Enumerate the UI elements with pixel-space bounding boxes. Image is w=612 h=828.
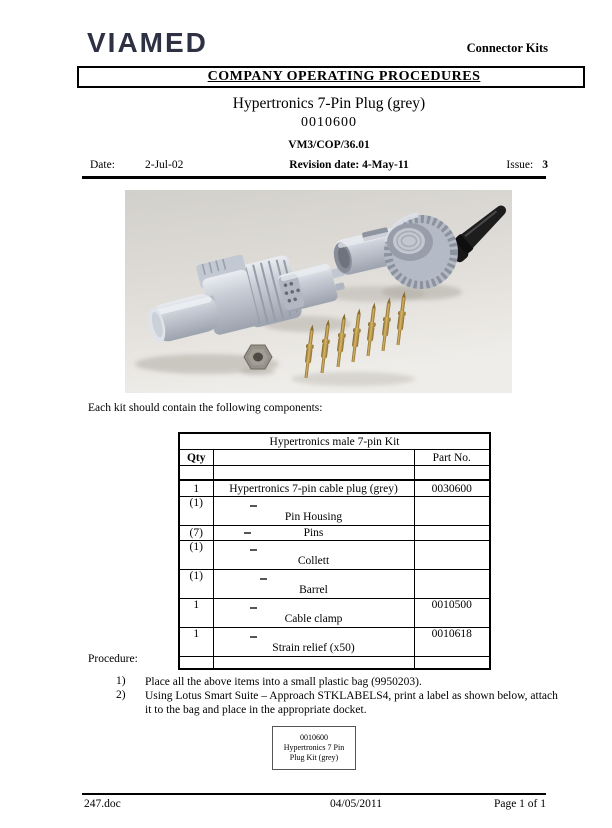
step-text: Using Lotus Smart Suite – Approach STKLABELS4, print a label as shown below, attach it to the bag and place in the appropriate docket. — [145, 690, 558, 716]
photo-cable-clamp — [384, 215, 458, 289]
item-name: Pins — [303, 527, 324, 539]
intro-text: Each kit should contain the following components: — [88, 402, 323, 414]
item-bullet-dash — [250, 607, 257, 609]
table-header-row — [179, 450, 490, 466]
item-name: Barrel — [299, 584, 328, 596]
product-title: Hypertronics 7-Pin Plug (grey) — [232, 95, 426, 112]
item-bullet-dash — [250, 505, 257, 507]
item-bullet-dash — [250, 549, 257, 551]
kit-photo — [125, 190, 512, 393]
table-row — [179, 657, 490, 670]
table-title-row — [179, 433, 490, 450]
table-row — [179, 466, 490, 481]
header-divider — [82, 176, 546, 179]
table-row: (1) Barrel — [179, 570, 490, 599]
item-bullet-dash — [250, 636, 257, 638]
kit-table-wrap — [178, 432, 491, 670]
item-name: Strain relief (x50) — [272, 642, 355, 654]
kit-table — [178, 432, 491, 670]
table-row: 1 Strain relief (x50) 0010618 — [179, 628, 490, 657]
item-header — [213, 450, 414, 466]
part-no-header: Part No. — [414, 450, 490, 466]
label-line2: Hypertronics 7 Pin — [283, 743, 345, 752]
category-heading: Connector Kits — [466, 41, 548, 55]
label-line3: Plug Kit (grey) — [289, 753, 339, 762]
footer-date: 04/05/2011 — [330, 798, 382, 810]
date-label: Date: — [90, 159, 115, 171]
issue-value: 3 — [542, 159, 548, 171]
item-name: Pin Housing — [284, 511, 343, 523]
table-row: 1 Hypertronics 7-pin cable plug (grey) 0030600 — [179, 480, 490, 497]
procedure-heading: Procedure: — [88, 653, 138, 665]
issue-label: Issue: — [506, 159, 534, 171]
product-part-number: 0010600 — [301, 115, 357, 130]
label-part-number: 0010600 — [300, 733, 328, 742]
table-row: (1) Pin Housing — [179, 497, 490, 526]
item-bullet-dash — [260, 578, 267, 580]
item-name: Cable clamp — [284, 613, 343, 625]
banner-title: COMPANY OPERATING PROCEDURES — [77, 66, 585, 88]
table-row: (1) Collett — [179, 541, 490, 570]
footer-filename: 247.doc — [84, 798, 121, 810]
bag-label-preview — [272, 726, 356, 770]
table-row: 1 Cable clamp 0010500 — [179, 599, 490, 628]
step-number: 1) — [116, 675, 126, 687]
date-value: 2-Jul-02 — [145, 159, 184, 171]
footer-divider — [82, 793, 546, 795]
step-text: Place all the above items into a small plastic bag (9950203). — [145, 676, 422, 688]
viamed-logo: VIAMED — [87, 27, 208, 58]
revision-date: Revision date: 4-May-11 — [289, 159, 409, 171]
item-name: Collett — [297, 555, 330, 567]
issue-field — [506, 159, 548, 171]
table-title: Hypertronics male 7-pin Kit — [179, 433, 490, 450]
footer-page-number: Page 1 of 1 — [493, 798, 546, 810]
document-reference: VM3/COP/36.01 — [288, 139, 370, 151]
qty-header: Qty — [179, 450, 213, 466]
table-row: (7) Pins — [179, 526, 490, 541]
step-number: 2) — [116, 689, 126, 701]
item-bullet-dash — [244, 532, 251, 534]
meta-row — [84, 159, 548, 174]
